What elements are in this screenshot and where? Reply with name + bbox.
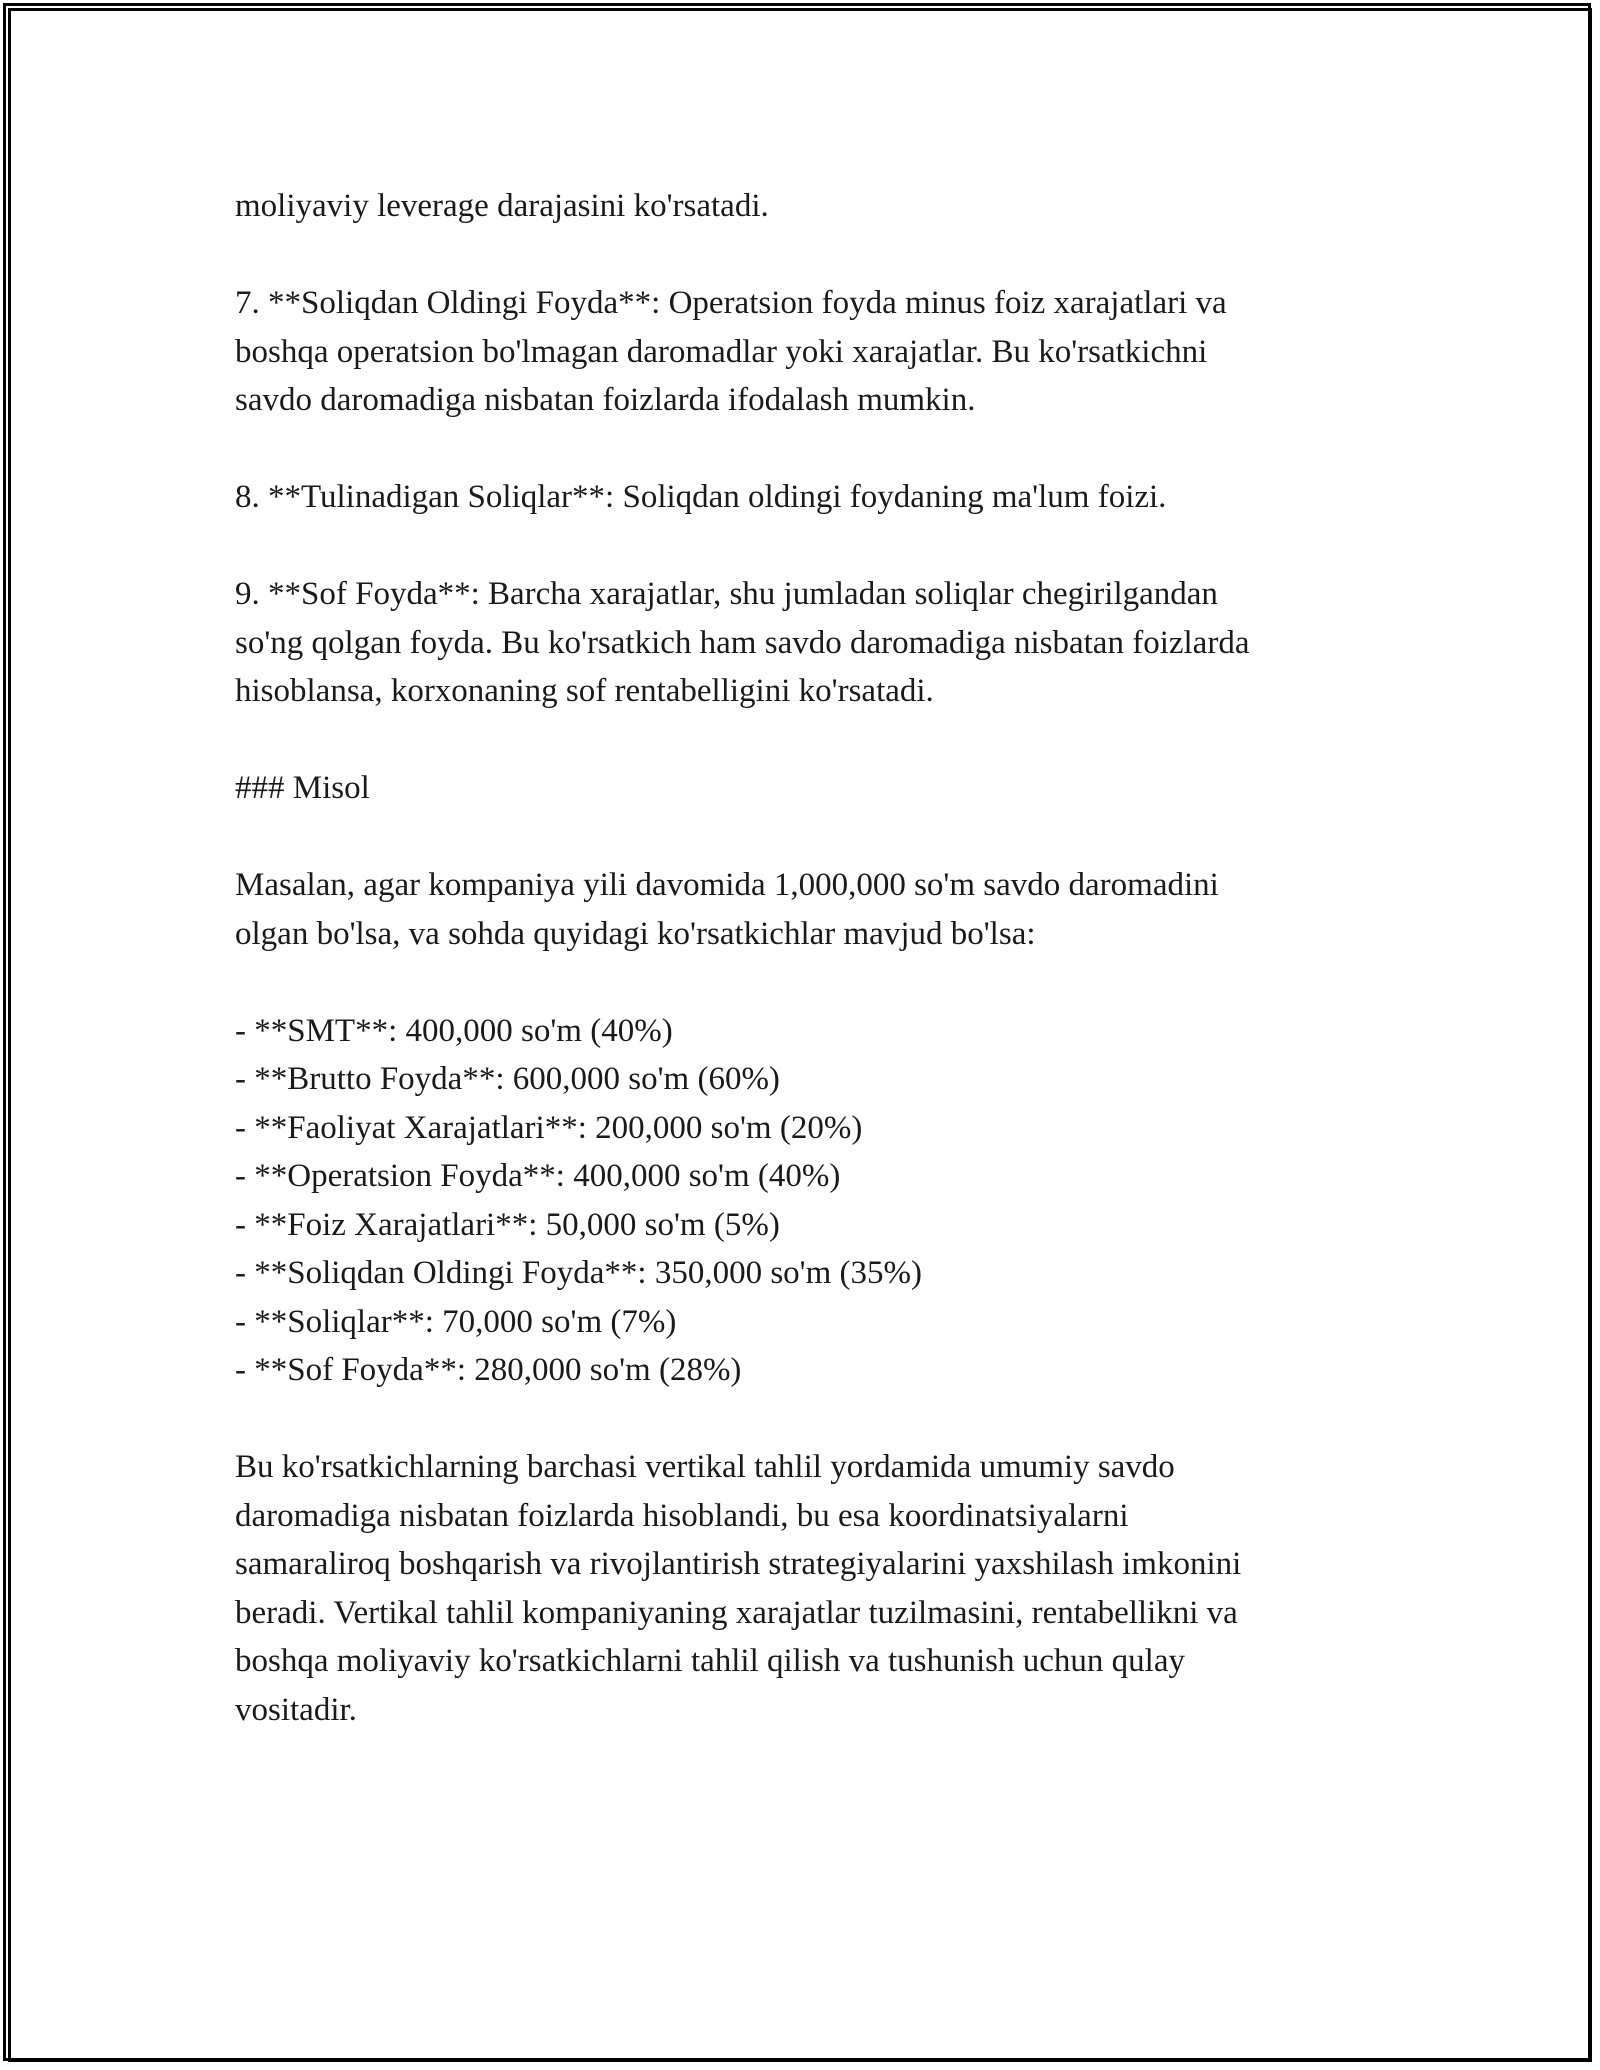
list-item: - **Soliqlar**: 70,000 so'm (7%) (235, 1303, 677, 1340)
item-9-paragraph (235, 570, 1415, 716)
text-line: boshqa operatsion bo'lmagan daromadlar yoki xarajatlar. Bu ko'rsatkichni (235, 333, 1208, 370)
metrics-list (235, 1007, 1415, 1395)
text-line: 8. **Tulinadigan Soliqlar**: Soliqdan oldingi foydaning ma'lum foizi. (235, 479, 1167, 515)
example-intro-paragraph (235, 861, 1415, 958)
text-line: moliyaviy leverage darajasini ko'rsatadi. (235, 188, 769, 224)
paragraph-gap (235, 1395, 1415, 1444)
text-line: Bu ko'rsatkichlarning barchasi vertikal tahlil yordamida umumiy savdo (235, 1449, 1175, 1485)
text-line: olgan bo'lsa, va sohda quyidagi ko'rsatkichlar mavjud bo'lsa: (235, 915, 1036, 952)
text-line: 9. **Sof Foyda**: Barcha xarajatlar, shu jumladan soliqlar chegirilgandan (235, 576, 1218, 612)
paragraph-gap (235, 522, 1415, 571)
text-line: Masalan, agar kompaniya yili davomida 1,000,000 so'm savdo daromadini (235, 867, 1219, 903)
document-body (235, 182, 1415, 1734)
text-line: savdo daromadiga nisbatan foizlarda ifodalash mumkin. (235, 382, 976, 418)
text-line: daromadiga nisbatan foizlarda hisoblandi, bu esa koordinatsiyalarni (235, 1497, 1129, 1534)
text-line: hisoblansa, korxonaning sof rentabelligini ko'rsatadi. (235, 673, 934, 709)
list-item: - **Brutto Foyda**: 600,000 so'm (60%) (235, 1061, 780, 1097)
list-item: - **Operatsion Foyda**: 400,000 so'm (40%) (235, 1158, 841, 1194)
list-item: - **Soliqdan Oldingi Foyda**: 350,000 so'm (35%) (235, 1255, 923, 1291)
conclusion-paragraph (235, 1443, 1415, 1734)
paragraph-gap (235, 813, 1415, 862)
list-item: - **Faoliyat Xarajatlari**: 200,000 so'm (20%) (235, 1109, 863, 1146)
paragraph-gap (235, 716, 1415, 765)
text-line: boshqa moliyaviy ko'rsatkichlarni tahlil qilish va tushunish uchun qulay (235, 1643, 1185, 1679)
paragraph-gap (235, 425, 1415, 474)
list-item: - **Sof Foyda**: 280,000 so'm (28%) (235, 1352, 742, 1388)
heading-text: ### Misol (235, 770, 370, 806)
text-line: beradi. Vertikal tahlil kompaniyaning xarajatlar tuzilmasini, rentabellikni va (235, 1594, 1238, 1631)
section-heading (235, 764, 1415, 813)
text-line: so'ng qolgan foyda. Bu ko'rsatkich ham savdo daromadiga nisbatan foizlarda (235, 624, 1250, 661)
text-line: vositadir. (235, 1691, 357, 1728)
text-line: samaraliroq boshqarish va rivojlantirish strategiyalarini yaxshilash imkonini (235, 1546, 1242, 1582)
list-item: - **Foiz Xarajatlari**: 50,000 so'm (5%) (235, 1206, 780, 1243)
paragraph-gap (235, 958, 1415, 1007)
item-7-paragraph (235, 279, 1415, 425)
intro-line (235, 182, 1415, 231)
item-8-paragraph (235, 473, 1415, 522)
list-item: - **SMT**: 400,000 so'm (40%) (235, 1012, 673, 1049)
paragraph-gap (235, 231, 1415, 280)
text-line: 7. **Soliqdan Oldingi Foyda**: Operatsion foyda minus foiz xarajatlari va (235, 285, 1227, 321)
